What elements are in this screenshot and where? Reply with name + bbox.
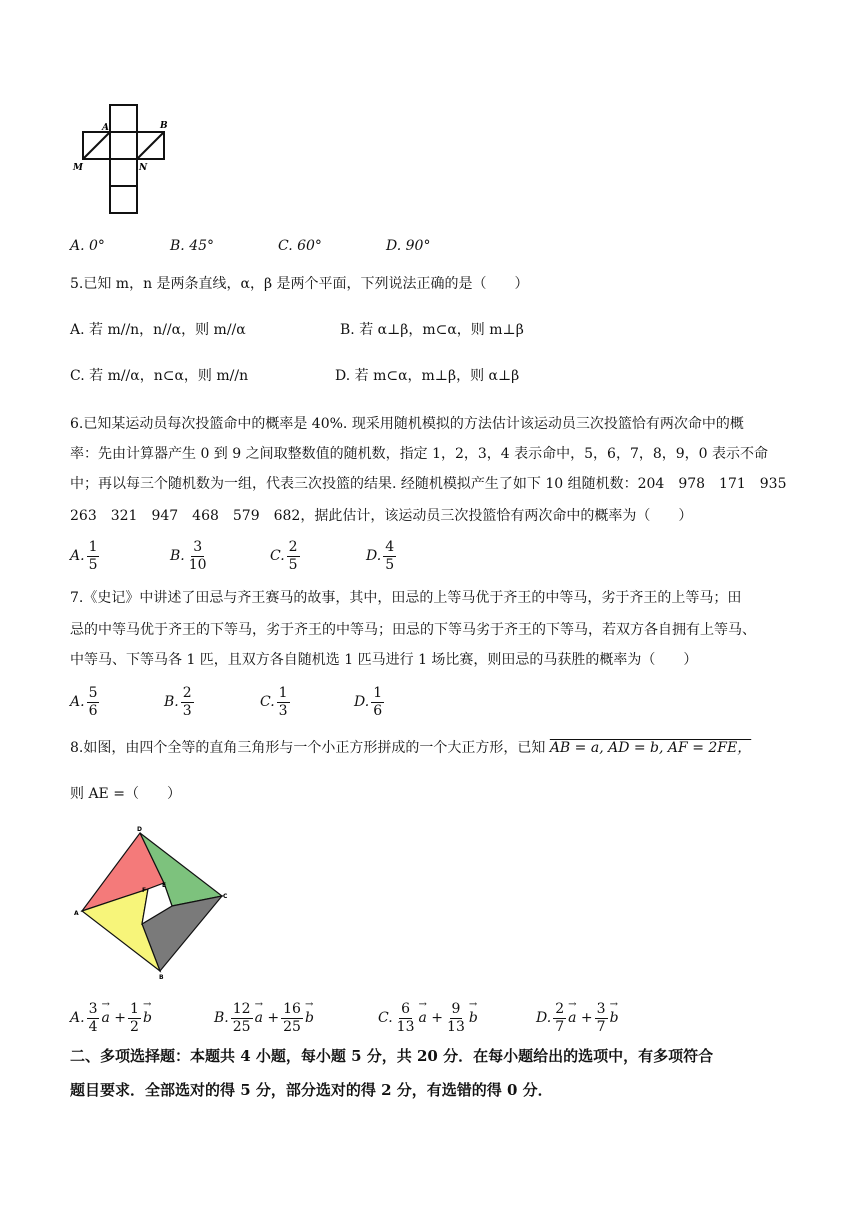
q8-ask: 则 AE =（ ） <box>70 786 181 802</box>
q5-option-c: C. 若 m//α，n⊂α，则 m//n <box>70 368 249 384</box>
q8-stem-line <box>70 738 751 758</box>
q4-option-b: B. 45° <box>170 238 215 254</box>
label-m: M <box>73 163 83 173</box>
q5-option-b: B. 若 α⊥β，m⊂α，则 m⊥β <box>340 322 524 338</box>
q7-line-3: 中等马、下等马各 1 匹，且双方各自随机选 1 匹马进行 1 场比赛，则田忌的马获胜的概率为（ ） <box>70 652 698 668</box>
q8-given: AB = a, AD = b, AF = 2FE， <box>549 740 752 756</box>
label-b: B <box>160 121 168 131</box>
label-d: D <box>137 826 142 833</box>
q6-line-1: 6.已知某运动员每次投篮命中的概率是 40%. 现采用随机模拟的方法估计该运动员三次投篮恰有两次命中的概 <box>70 416 744 432</box>
q7-option-c: C. $\frac{1}{3}$ <box>260 684 288 719</box>
q7-line-1: 7.《史记》中讲述了田忌与齐王赛马的故事，其中，田忌的上等马优于齐王的中等马，劣于齐王的上等马；田 <box>70 590 742 606</box>
q8-option-c: C. $\frac{6}{13}$ → a + $\frac{9}{13}$ → b <box>378 998 478 1038</box>
q4-option-c: C. 60° <box>278 238 322 254</box>
label-a: A <box>74 910 79 917</box>
q7-option-d: D. $\frac{1}{6}$ <box>354 684 383 719</box>
label-b: B <box>159 974 164 980</box>
cube-net-figure <box>70 100 180 220</box>
label-n: N <box>139 163 148 173</box>
q5-option-a: A. 若 m//n，n//α，则 m//α <box>70 322 246 338</box>
q5-option-d: D. 若 m⊂α，m⊥β，则 α⊥β <box>335 368 520 384</box>
q6-option-c: C. $\frac{2}{5}$ <box>270 538 298 573</box>
pinwheel-square-figure <box>70 820 240 980</box>
q8-stem: 8.如图，由四个全等的直角三角形与一个小正方形拼成的一个大正方形，已知 <box>70 740 546 756</box>
q8-option-d: D. $\frac{2}{7}$ → a + $\frac{3}{7}$ → b <box>536 998 619 1038</box>
label-a: A <box>102 123 109 133</box>
q6-line-2: 率：先由计算器产生 0 到 9 之间取整数值的随机数，指定 1，2，3，4 表示命中，5，6，7，8，9，0 表示不命 <box>70 446 769 462</box>
section2-line-2: 题目要求．全部选对的得 5 分，部分选对的得 2 分，有选错的得 0 分． <box>70 1081 553 1099</box>
q6-line-3: 中；再以每三个随机数为一组，代表三次投篮的结果. 经随机模拟产生了如下 10 组随机数：204 978 171 935 <box>70 476 787 492</box>
q6-option-d: D. $\frac{4}{5}$ <box>366 538 395 573</box>
q4-option-a: A. 0° <box>70 238 105 254</box>
q5-stem: 5.已知 m，n 是两条直线，α，β 是两个平面，下列说法正确的是（ ） <box>70 276 529 292</box>
label-f: F <box>142 887 147 894</box>
q4-option-d: D. 90° <box>386 238 431 254</box>
section2-line-1: 二、多项选择题：本题共 4 小题，每小题 5 分，共 20 分．在每小题给出的选项中，有多项符合 <box>70 1047 714 1065</box>
q8-option-a: A. $\frac{3}{4}$ → a + $\frac{1}{2}$ → b <box>70 998 152 1038</box>
label-e: E <box>162 882 167 889</box>
q6-option-b: B. $\frac{3}{10}$ <box>170 538 207 573</box>
label-c: C <box>223 893 228 900</box>
q7-option-b: B. $\frac{2}{3}$ <box>164 684 192 719</box>
q6-line-4: 263 321 947 468 579 682，据此估计，该运动员三次投篮恰有两次命中的概率为（ ） <box>70 508 693 524</box>
q6-option-a: A. $\frac{1}{5}$ <box>70 538 98 573</box>
q8-option-b: B. $\frac{12}{25}$ → a + $\frac{16}{25}$ → b <box>214 998 314 1038</box>
q7-line-2: 忌的中等马优于齐王的下等马，劣于齐王的中等马；田忌的下等马劣于齐王的下等马，若双方各自拥有上等马、 <box>70 622 756 638</box>
q7-option-a: A. $\frac{5}{6}$ <box>70 684 98 719</box>
